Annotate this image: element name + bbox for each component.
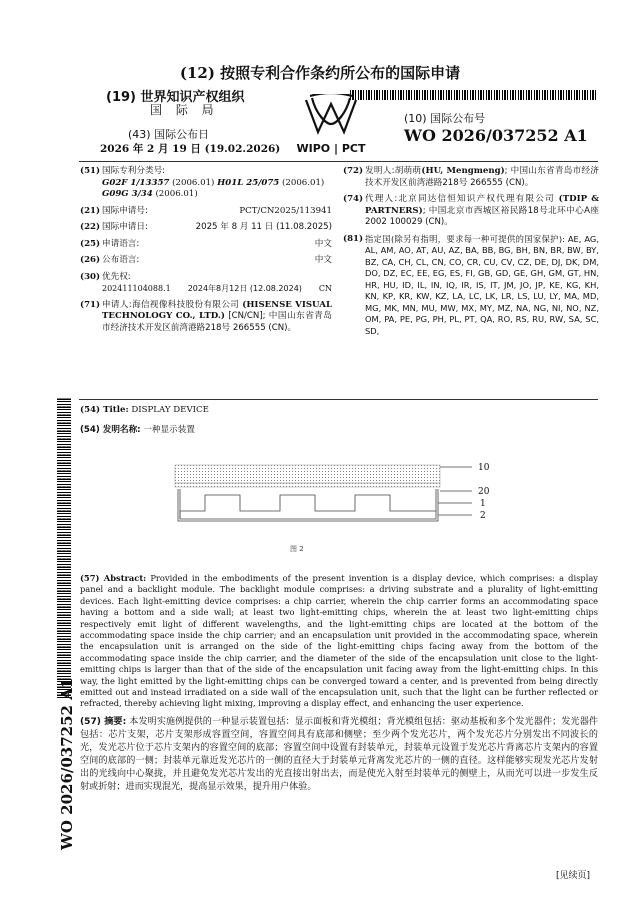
figure-label-20: 20	[478, 487, 490, 497]
organization-subtitle: 国 际 局	[150, 103, 219, 117]
bibliographic-right-column	[343, 166, 599, 342]
side-publication-number: WO 2026/037252 A1	[58, 677, 76, 850]
barcode	[350, 90, 598, 100]
wipo-logo-text: WIPO | PCT	[296, 142, 366, 155]
figure-caption: 图 2	[290, 545, 304, 553]
field-74: (74) 代理人:北京同达信恒知识产权代理有限公司 (TDIP & PARTNERS); 中国北京市西城区裕民路18号北环中心A座2002 100029 (CN)。	[343, 194, 599, 227]
optical-layer	[175, 483, 440, 487]
title-chinese: (54) 发明名称: 一种显示装置	[80, 425, 195, 435]
display-panel-layer	[175, 465, 440, 483]
patent-figure	[150, 455, 510, 555]
continued-on-next-page: [见续页]	[556, 871, 591, 881]
document-title: (12) 按照专利合作条约所公布的国际申请	[179, 64, 461, 82]
field-72: (72) 发明人:胡萌萌(HU, Mengmeng); 中国山东省青岛市经济技术开发区前湾港路218号 266555 (CN)。	[343, 166, 599, 188]
abstract-chinese: (57) 摘要: 本发明实施例提供的一种显示装置包括：显示面板和背光模组；背光模组包括：驱动基板和多个发光器件；发光器件包括：芯片支架，芯片支架形成容置空间，容置空间具有底部和侧壁；至少两个发光芯片，两个发光芯片分别发出不同波长的光，发光芯片位于芯片支架内的容置空间的底部；容置空间中设置有封装单元，封装单元设置于发光芯片背离芯片支架内的容置空间的底部的一侧；封装单元靠近发光芯片的一侧的直径大于封装单元背离发光芯片的一侧的直径。这样能够实现发光芯片发射出的光线向中心聚拢，并且避免发光芯片发出的光直接出射出去，而是使光入射至封装单元的侧壁上，从而光可以进一步发生反射或折射；进而实现混光，提高显示效果，提升用户体验。	[80, 717, 598, 792]
field-26: (26) 公布语言: 中文	[80, 255, 332, 265]
abstract-english: (57) Abstract: Provided in the embodiments of the present invention is a display device, which comprises: a display panel and a backlight module. The backlight module comprises: a driving substrate and a plurality of light-emitting devices. Each light-emitting device comprises: a chip carrier, wherein the chip carrier forms an accommodating space having a bottom and a side wall; at least two light-emitting chips, wherein the at least two light-emitting chips respectively emit light of different wavelengths, and the light-emitting chips are located at the bottom of the accommodating space inside the chip carrier; and an encapsulation unit provided in the accommodating space, wherein the encapsulation unit is arranged on the side of the light-emitting chips facing away from the bottom of the accommodating space inside the chip carrier, and the diameter of the side of the encapsulation unit close to the light-emitting chips is larger than that of the side of the encapsulation unit facing away from the light-emitting chips. In this way, the light emitted by the light-emitting chips can be converged toward a center, and is prevented from being directly emitted out and instead irradiated on a side wall of the encapsulation unit, such that the light can be further reflected or refracted, thereby achieving light mixing, improving a display effect, and enhancing the user experience.	[80, 573, 598, 709]
publication-number-label: (10) 国际公布号	[404, 112, 486, 125]
publication-date-label: (43) 国际公布日	[128, 128, 210, 141]
field-25: (25) 申请语言: 中文	[80, 238, 332, 249]
figure-label-2: 2	[480, 511, 486, 521]
field-81: (81) 指定国(除另有指明，要求每一种可提供的国家保护): AE, AG, AL, AM, AO, AT, AU, AZ, BA, BB, BG, BH, BN, BR, BW, BY, BZ, CA, CH, CL, CN, CO, CR, CU, CV, CZ, DE, DJ, DK, DM, DO, DZ, EC, EE, EG, ES, FI, GB, GD, GE, GH, GM, GT, HN, HR, HU, ID, IL, IN, IQ, IR, IS, IT, JM, JO, JP, KE, KG, KH, KN, KP, KR, KW, KZ, LA, LC, LK, LR, LS, LU, LY, MA, MD, MG, MK, MN, MU, MW, MX, MY, MZ, NA, NG, NI, NO, NZ, OM, PA, PE, PG, PH, PL, PT, QA, RO, RS, RU, RW, SA, SC, SD,	[343, 233, 599, 336]
figure-label-10: 10	[478, 463, 490, 473]
publication-number: WO 2026/037252 A1	[404, 126, 588, 145]
side-barcode	[57, 398, 71, 698]
field-30: (30) 优先权: 202411104088.1 2024年8月12日 (12.08.2024) CN	[80, 271, 332, 293]
bibliographic-left-column	[80, 166, 332, 339]
field-21: (21) 国际申请号: PCT/CN2025/113941	[80, 205, 332, 216]
figure-label-1: 1	[480, 499, 486, 509]
chip-carriers	[180, 495, 436, 519]
divider	[79, 161, 598, 162]
field-71: (71) 申请人:海信视像科技股份有限公司 (HISENSE VISUAL TECHNOLOGY CO., LTD.) [CN/CN]; 中国山东省青岛市经济技术开发区前湾港路218号 266555 (CN)。	[80, 299, 332, 333]
title-english: (54) Title: DISPLAY DEVICE	[80, 405, 209, 415]
field-51: (51) 国际专利分类号: G02F 1/13357 (2006.01) H01L 25/075 (2006.01) G09G 3/34 (2006.01)	[80, 166, 325, 199]
wipo-logo	[296, 94, 366, 156]
field-22: (22) 国际申请日: 2025 年 8 月 11 日 (11.08.2025)	[80, 222, 332, 232]
divider	[79, 399, 598, 400]
organization-name: (19) 世界知识产权组织	[106, 90, 245, 105]
publication-date: 2026 年 2 月 19 日 (19.02.2026)	[100, 143, 281, 155]
